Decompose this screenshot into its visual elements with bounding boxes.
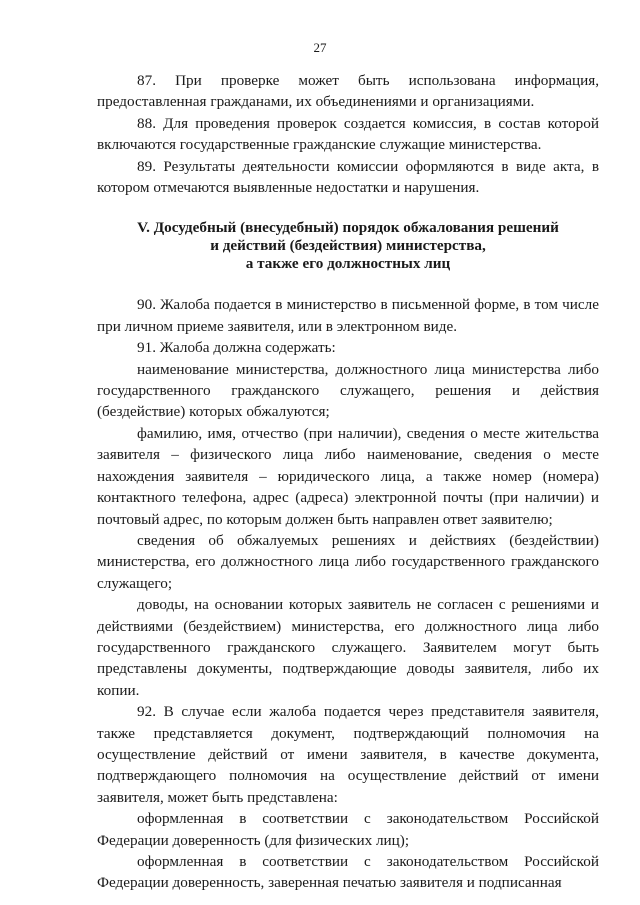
section-heading-line-1: V. Досудебный (внесудебный) порядок обжалования решений: [137, 219, 559, 237]
paragraph-92-item-1: оформленная в соответствии с законодательством Российской Федерации доверенность (для физических лиц);: [97, 810, 599, 849]
section-heading-line-3: а также его должностных лиц: [245, 255, 451, 273]
paragraph-89: 89. Результаты деятельности комиссии оформляются в виде акта, в котором отмечаются выявленные недостатки и нарушения.: [97, 157, 599, 197]
page-number: 27: [313, 40, 327, 55]
paragraph-87: 87. При проверке может быть использована информация, предоставленная гражданами, их объединениями и организациями.: [97, 72, 599, 111]
paragraph-91-item-1: наименование министерства, должностного лица министерства либо государственного гражданского служащего, решения и действия (бездействие) которых обжалуются;: [97, 360, 599, 421]
paragraph-88: 88. Для проведения проверок создается комиссия, в состав которой включаются государственные гражданские служащие министерства.: [97, 114, 599, 154]
paragraph-92-item-2: оформленная в соответствии с законодательством Российской Федерации доверенность, заверенная печатью заявителя и подписанная: [97, 853, 599, 892]
paragraph-91-item-3: сведения об обжалуемых решениях и действиях (бездействии) министерства, его должностного лица либо государственного гражданского служащего;: [97, 531, 599, 592]
paragraph-90: 90. Жалоба подается в министерство в письменной форме, в том числе при личном приеме заявителя, или в электронном виде.: [97, 296, 599, 335]
document-body: [97, 70, 599, 894]
section-heading-line-2: и действий (бездействия) министерства,: [210, 237, 486, 255]
section-heading: [97, 219, 599, 273]
paragraph-91-item-4: доводы, на основании которых заявитель не согласен с решениями и действиями (бездействием) министерства, его должностного лица либо государственного гражданского служащего. Заявителем могут быть представлены документы, подтверждающие доводы заявителя, либо их копии.: [97, 596, 599, 699]
paragraph-91: 91. Жалоба должна содержать:: [137, 339, 336, 357]
paragraph-91-item-2: фамилию, имя, отчество (при наличии), сведения о месте жительства заявителя – физического лица либо наименование, сведения о месте нахождения заявителя – юридического лица, а также номер (номера) контактного телефона, адрес (адреса) электронной почты (при наличии) и почтовый адрес, по которым должен быть направлен ответ заявителю;: [97, 424, 599, 528]
paragraph-92: 92. В случае если жалоба подается через представителя заявителя, также представляется документ, подтверждающий полномочия на осуществление действий от имени заявителя, в качестве документа, подтверждающего полномочия на осуществление действий от имени заявителя, может быть представлена:: [97, 703, 599, 806]
